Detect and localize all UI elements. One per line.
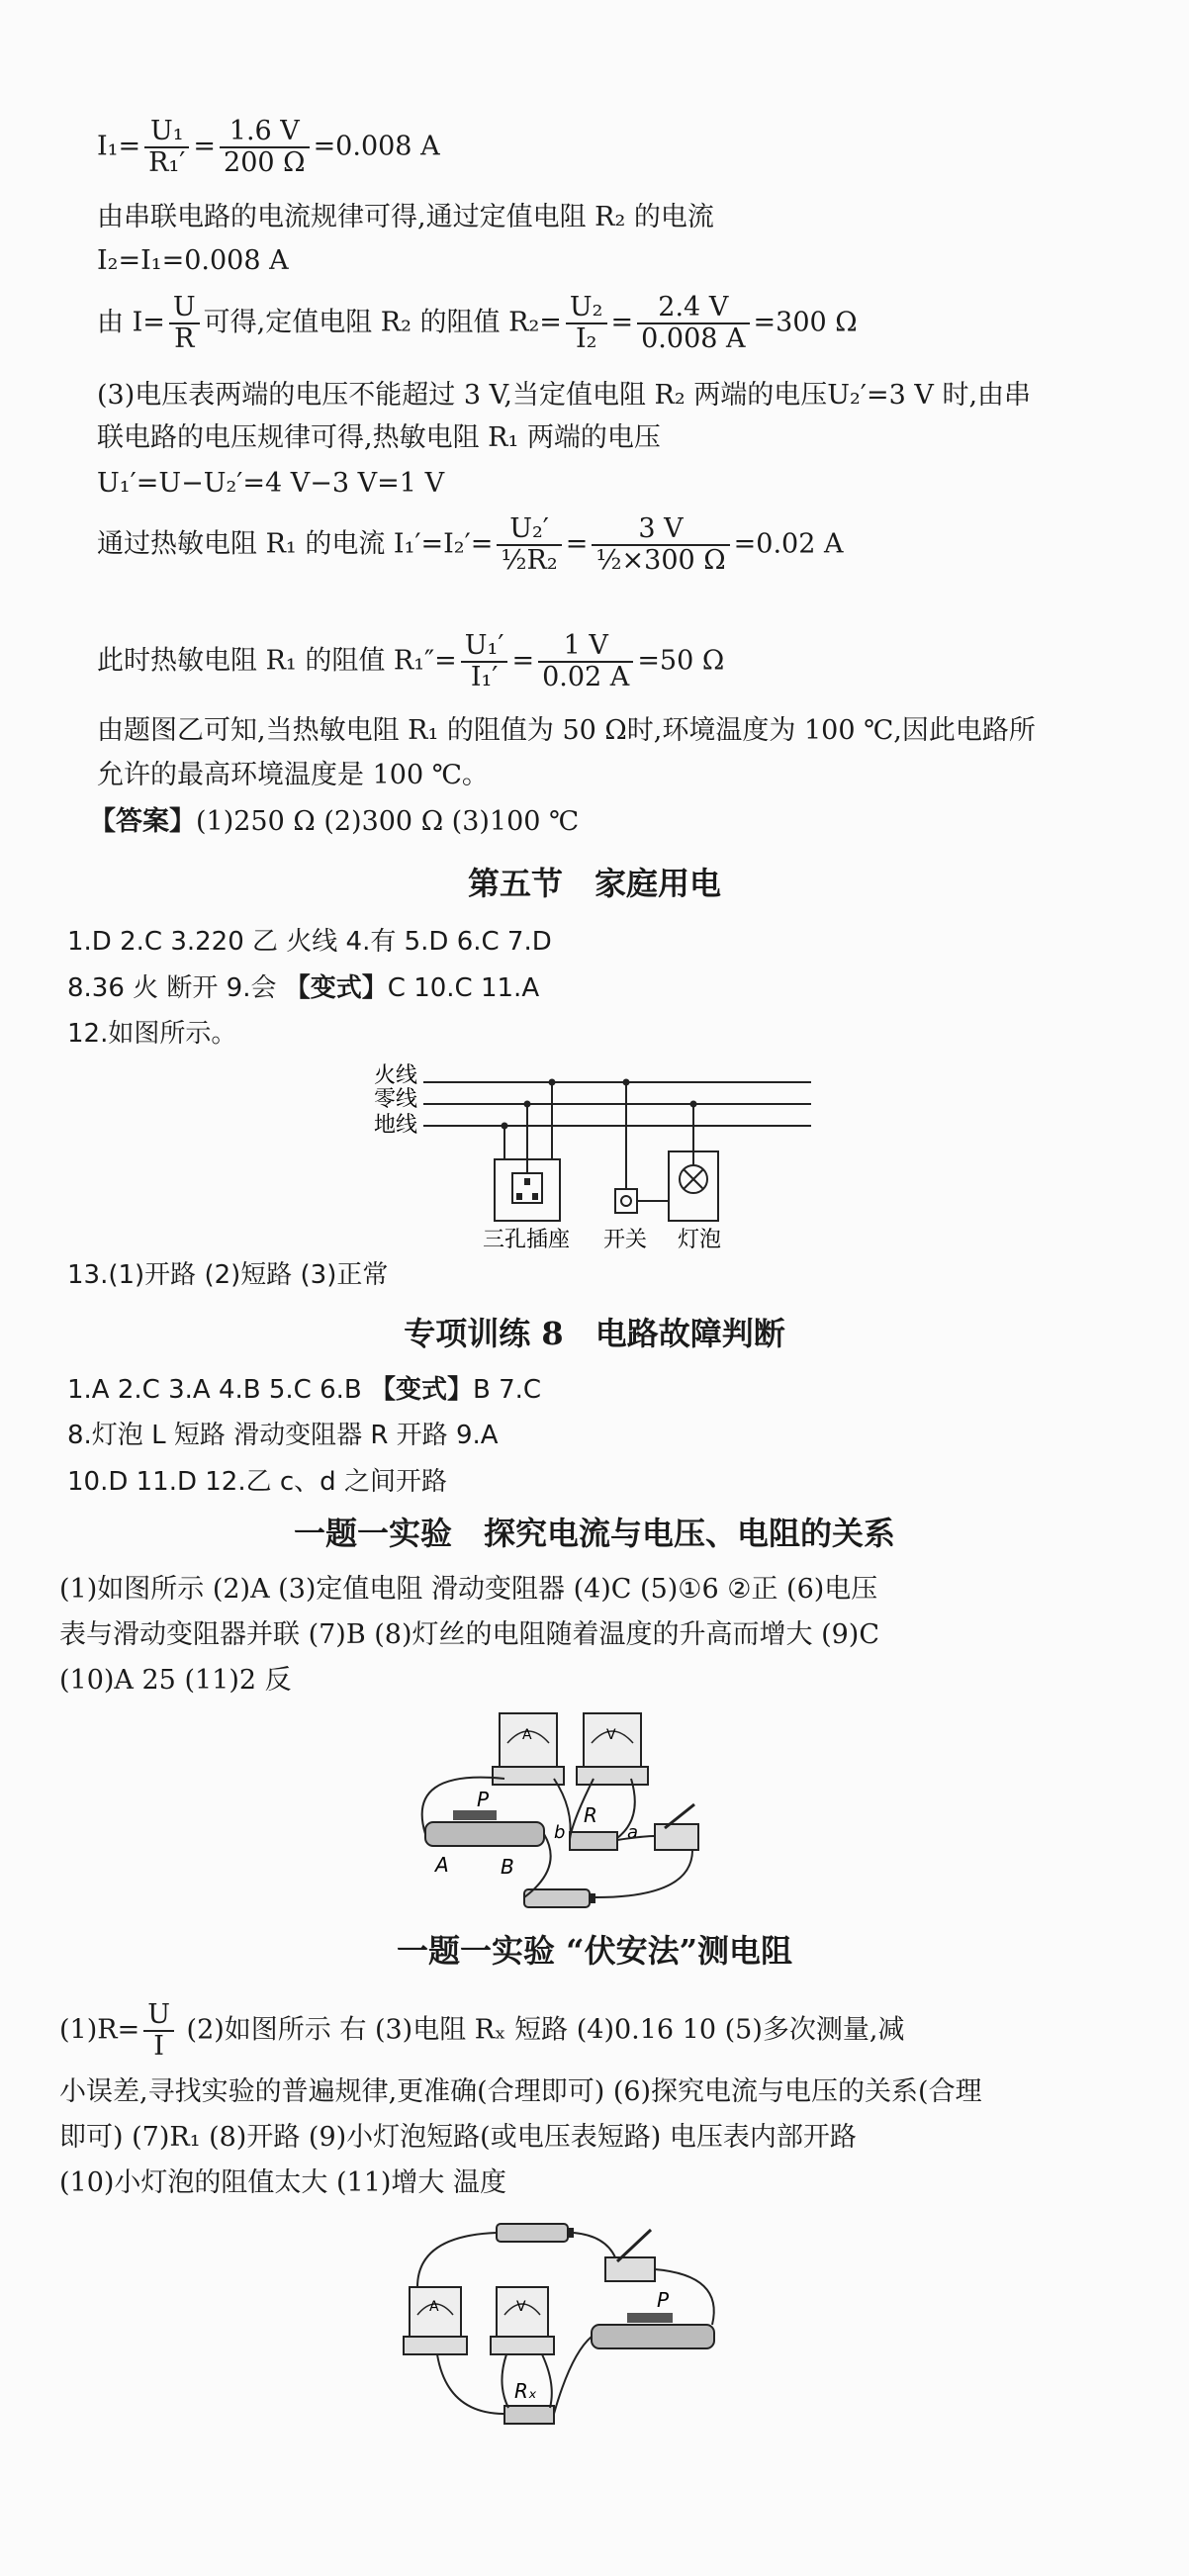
svg-text:A: A [435, 1853, 449, 1877]
answer-tag: 【答案】 [89, 806, 196, 837]
section-title-household-electricity: 第五节 家庭用电 [467, 865, 721, 902]
svg-text:Rₓ: Rₓ [514, 2379, 537, 2403]
experiment1-circuit-figure [406, 1709, 722, 1917]
text-series-current: 由串联电路的电流规律可得,通过定值电阻 R₂ 的电流 [97, 202, 714, 232]
experiment2-circuit-figure [398, 2216, 734, 2434]
text-conclusion-line2: 允许的最高环境温度是 100 ℃。 [97, 760, 489, 790]
section-title-voltammetry-experiment: 一题一实验 “伏安法”测电阻 [397, 1932, 792, 1970]
equation-u1: U₁′=U−U₂′=4 V−3 V=1 V [97, 468, 445, 499]
exp1-line-1: (1)如图所示 (2)A (3)定值电阻 滑动变阻器 (4)C (5)①6 ②正 (6)电压 [59, 1574, 878, 1605]
svg-text:P: P [657, 2288, 670, 2312]
switch-icon [605, 2230, 655, 2281]
answer-line: 【答案】(1)250 Ω (2)300 Ω (3)100 ℃ [89, 806, 580, 837]
faults-row-2: 8.灯泡 L 短路 滑动变阻器 R 开路 9.A [67, 1421, 499, 1450]
section-title-current-voltage-experiment: 一题一实验 探究电流与电压、电阻的关系 [293, 1515, 895, 1552]
switch-icon [655, 1804, 698, 1850]
answers-row-4: 13.(1)开路 (2)短路 (3)正常 [67, 1260, 389, 1290]
answers-row-3: 12.如图所示。 [67, 1019, 237, 1049]
svg-text:P: P [477, 1788, 490, 1811]
svg-text:R: R [584, 1803, 597, 1827]
exp2-line-2: 小误差,寻找实验的普遍规律,更准确(合理即可) (6)探究电流与电压的关系(合理 [59, 2076, 982, 2107]
voltmeter-icon [491, 2287, 554, 2354]
svg-text:V: V [516, 2299, 526, 2315]
faults-row-3: 10.D 11.D 12.乙 c、d 之间开路 [67, 1467, 447, 1497]
section-title-circuit-faults: 专项训练 8 电路故障判断 [404, 1315, 785, 1352]
label-socket: 三孔插座 [483, 1228, 571, 1252]
rheostat-icon [425, 1788, 544, 1879]
exp2-line-4: (10)小灯泡的阻值太大 (11)增大 温度 [59, 2167, 507, 2198]
voltmeter-icon [577, 1713, 648, 1785]
label-bulb: 灯泡 [678, 1228, 722, 1252]
svg-text:b: b [554, 1822, 566, 1843]
switch-icon [615, 1189, 637, 1213]
equation-r2: 由 I= $\frac{U}{R}$ 可得,定值电阻 R₂ 的阻值 R₂= $\frac{\text{U₂}}{\text{I₂}}$ = $\frac{2.4 V}{0.008 A}$ =300 Ω [97, 292, 858, 354]
resistor-icon [554, 1803, 638, 1850]
answers-row-1: 1.D 2.C 3.220 乙 火线 4.有 5.D 6.C 7.D [67, 927, 552, 957]
resistor-rx-icon [504, 2379, 554, 2424]
equation-r1-value: 此时热敏电阻 R₁ 的阻值 R₁″= $\frac{\text{U₁′}}{\text{I₁′}}$ = $\frac{1 V}{0.02 A}$ =50 Ω [97, 630, 725, 692]
label-switch: 开关 [603, 1228, 648, 1252]
answers-row-2: 8.36 火 断开 9.会 【变式】C 10.C 11.A [67, 973, 540, 1003]
exp1-line-3: (10)A 25 (11)2 反 [59, 1665, 292, 1696]
ammeter-icon [404, 2287, 467, 2354]
label-ground-wire: 地线 [374, 1113, 418, 1138]
text-part3-line2: 联电路的电压规律可得,热敏电阻 R₁ 两端的电压 [97, 422, 661, 453]
household-wiring-diagram [356, 1057, 821, 1254]
equation-i2: I₂=I₁=0.008 A [97, 245, 289, 276]
battery-icon [524, 1889, 595, 1907]
svg-text:B: B [501, 1855, 514, 1879]
equation-current-i1: I₁= $\frac{\text{U₁}}{\text{R₁′}}$ = $\frac{1.6 V}{200 \Omega}$ =0.008 A [97, 116, 440, 178]
faults-row-1: 1.A 2.C 3.A 4.B 5.C 6.B 【变式】B 7.C [67, 1375, 542, 1405]
svg-text:a: a [627, 1822, 639, 1843]
text-part3-line1: (3)电压表两端的电压不能超过 3 V,当定值电阻 R₂ 两端的电压U₂′=3 V 时,由串 [97, 380, 1032, 411]
svg-text:V: V [606, 1727, 616, 1743]
exp1-line-2: 表与滑动变阻器并联 (7)B (8)灯丝的电阻随着温度的升高而增大 (9)C [59, 1619, 879, 1650]
ammeter-icon [493, 1713, 564, 1785]
svg-text:A: A [522, 1727, 532, 1743]
equation-current-r1: 通过热敏电阻 R₁ 的电流 I₁′=I₂′= $\frac{\text{U₂′}}{\text{½R₂}}$ = $\frac{3 V}{\text{½×300 Ω}}$ =0.02 A [97, 513, 844, 576]
svg-text:A: A [429, 2299, 439, 2315]
exp2-line-3: 即可) (7)R₁ (8)开路 (9)小灯泡短路(或电压表短路) 电压表内部开路 [59, 2122, 857, 2153]
battery-icon [497, 2224, 574, 2242]
label-neutral-wire: 零线 [374, 1087, 418, 1112]
exp2-line-1: (1)R= $\frac{U}{I}$ (2)如图所示 右 (3)电阻 Rₓ 短路 (4)0.16 10 (5)多次测量,减 [59, 1999, 905, 2062]
rheostat-icon [592, 2288, 714, 2348]
text-conclusion-line1: 由题图乙可知,当热敏电阻 R₁ 的阻值为 50 Ω时,环境温度为 100 ℃,因此电路所 [97, 715, 1036, 746]
label-live-wire: 火线 [374, 1063, 418, 1088]
